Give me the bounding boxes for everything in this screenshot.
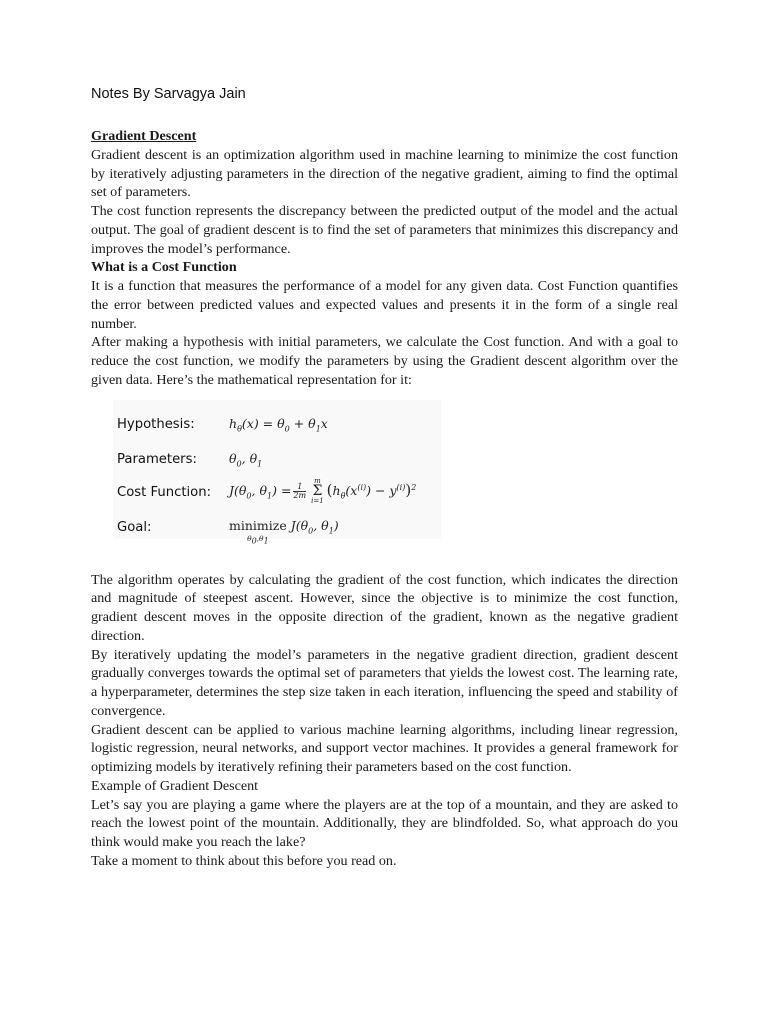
paragraph: After making a hypothesis with initial parameters, we calculate the Cost function. And with a goal to reduce the cost function, we modify the parameters by using the Gradient descent algorithm over the given data. Here’s the mathematical representation for it: [91, 334, 678, 388]
paragraph: Gradient descent can be applied to various machine learning algorithms, including linear regression, logistic regression, neural networks, and support vector machines. It provides a general framework for optimizing models by iteratively refining their parameters based on the cost function. [91, 721, 678, 775]
formula-math: $\theta_0$, $\theta_1$ [229, 450, 263, 468]
formula-label: Goal: [117, 519, 152, 535]
section-heading-cost-function: What is a Cost Function [91, 259, 237, 276]
formula-label: Parameters: [117, 451, 197, 467]
formula-label: Hypothesis: [117, 416, 195, 432]
author-line: Notes By Sarvagya Jain [91, 86, 246, 102]
goal-word: minimize [229, 517, 287, 533]
document-body [91, 127, 678, 871]
formula-math: minimize $\theta_0,\theta_1$ $J(\theta_0$, $\theta_1$) [229, 517, 339, 546]
paragraph: The algorithm operates by calculating the gradient of the cost function, which indicates the direction and magnitude of steepest ascent. However, since the objective is to minimize the cost function, gradient descent moves in the opposite direction of the gradient, known as the negative gradient direction. [91, 571, 678, 644]
paragraph: Let’s say you are playing a game where the players are at the top of a mountain, and they are asked to reach the lowest point of the mountain. Additionally, they are blindfolded. So, what approach do you think would make you reach the lake? [91, 796, 678, 850]
section-heading-example: Example of Gradient Descent [91, 777, 259, 794]
section-heading-gradient-descent: Gradient Descent [91, 128, 197, 144]
paragraph: The cost function represents the discrepancy between the predicted output of the model and the actual output. The goal of gradient descent is to find the set of parameters that minimizes this discrepancy and improves the model’s performance. [91, 203, 678, 257]
formula-math: $h_\theta(x) = \theta_0 + \theta_1x$ [229, 415, 328, 433]
paragraph: Take a moment to think about this before you read on. [91, 852, 397, 869]
formula-figure [113, 400, 441, 546]
formula-label: Cost Function: [117, 484, 212, 500]
paragraph: Gradient descent is an optimization algorithm used in machine learning to minimize the cost function by iteratively adjusting parameters in the direction of the negative gradient, aiming to find the optimal set of parameters. [91, 146, 678, 201]
paragraph: By iteratively updating the model’s parameters in the negative gradient direction, gradient descent gradually converges towards the optimal set of parameters that yields the lowest cost. The learning rate, a hyperparameter, determines the step size taken in each iteration, influencing the speed and stability of convergence. [91, 646, 678, 719]
formula-math: $J(\theta_0$, $\theta_1$) = $\frac{1}{2m}$ m Σ $i=1(h_\theta(x^{(i)}) - y^{(i)})^2$ [229, 476, 417, 505]
paragraph: It is a function that measures the performance of a model for any given data. Cost Function quantifies the error between predicted values and expected values and presents it in the form of a single real number. [91, 278, 678, 332]
